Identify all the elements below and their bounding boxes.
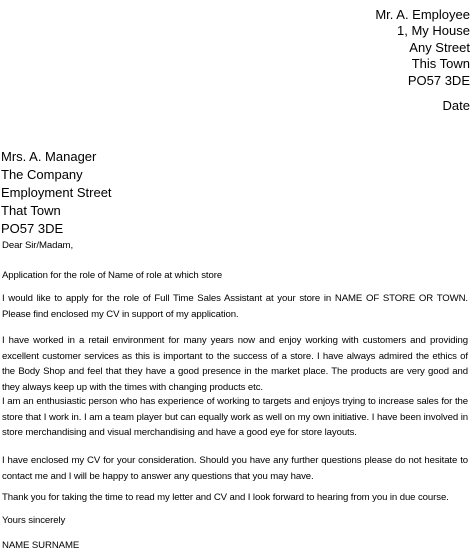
sender-house: 1, My House [397,23,470,39]
closing: Yours sincerely [2,515,66,526]
sender-address [375,7,470,89]
sender-street: Any Street [409,39,470,55]
recipient-postcode: PO57 3DE [1,221,64,236]
sender-postcode: PO57 3DE [407,72,470,88]
subject-line: Application for the role of Name of role at which store [2,270,223,281]
paragraph-experience: I have worked in a retail environment for many years now and enjoy working with customers and providing excellent customer services as this is important to the success of a store. I have always admired the ethics of the Body Shop and feel that they have a good presence in the market place. The products are very good and they always keep up with the times with changing products etc. [2,335,468,393]
paragraph-thanks: Thank you for taking the time to read my letter and CV and I look forward to hearing from you in due course. [2,492,449,503]
salutation: Dear Sir/Madam, [2,240,74,251]
sender-name: Mr. A. Employee [375,7,470,22]
recipient-address [1,148,112,238]
recipient-name: Mrs. A. Manager [1,149,97,164]
recipient-company: The Company [1,167,83,182]
recipient-town: That Town [1,203,61,218]
signature-name: NAME SURNAME [2,540,80,551]
letter-date: Date [442,98,470,113]
paragraph-intro: I would like to apply for the role of Full Time Sales Assistant at your store in NAME OF STORE OR TOWN. Please find enclosed my CV in support of my application. [2,293,468,320]
paragraph-enclosure: I have enclosed my CV for your consideration. Should you have any further questions please do not hesitate to contact me and I will be happy to answer any questions that you may have. [2,455,468,482]
paragraph-skills: I am an enthusiastic person who has experience of working to targets and enjoys trying to increase sales for the store that I work in. I am a team player but can equally work as well on my own initiative. I have been involved in store merchandising and visual merchandising and have a good eye for store layouts. [2,396,468,438]
recipient-street: Employment Street [1,185,112,200]
sender-town: This Town [411,56,470,72]
